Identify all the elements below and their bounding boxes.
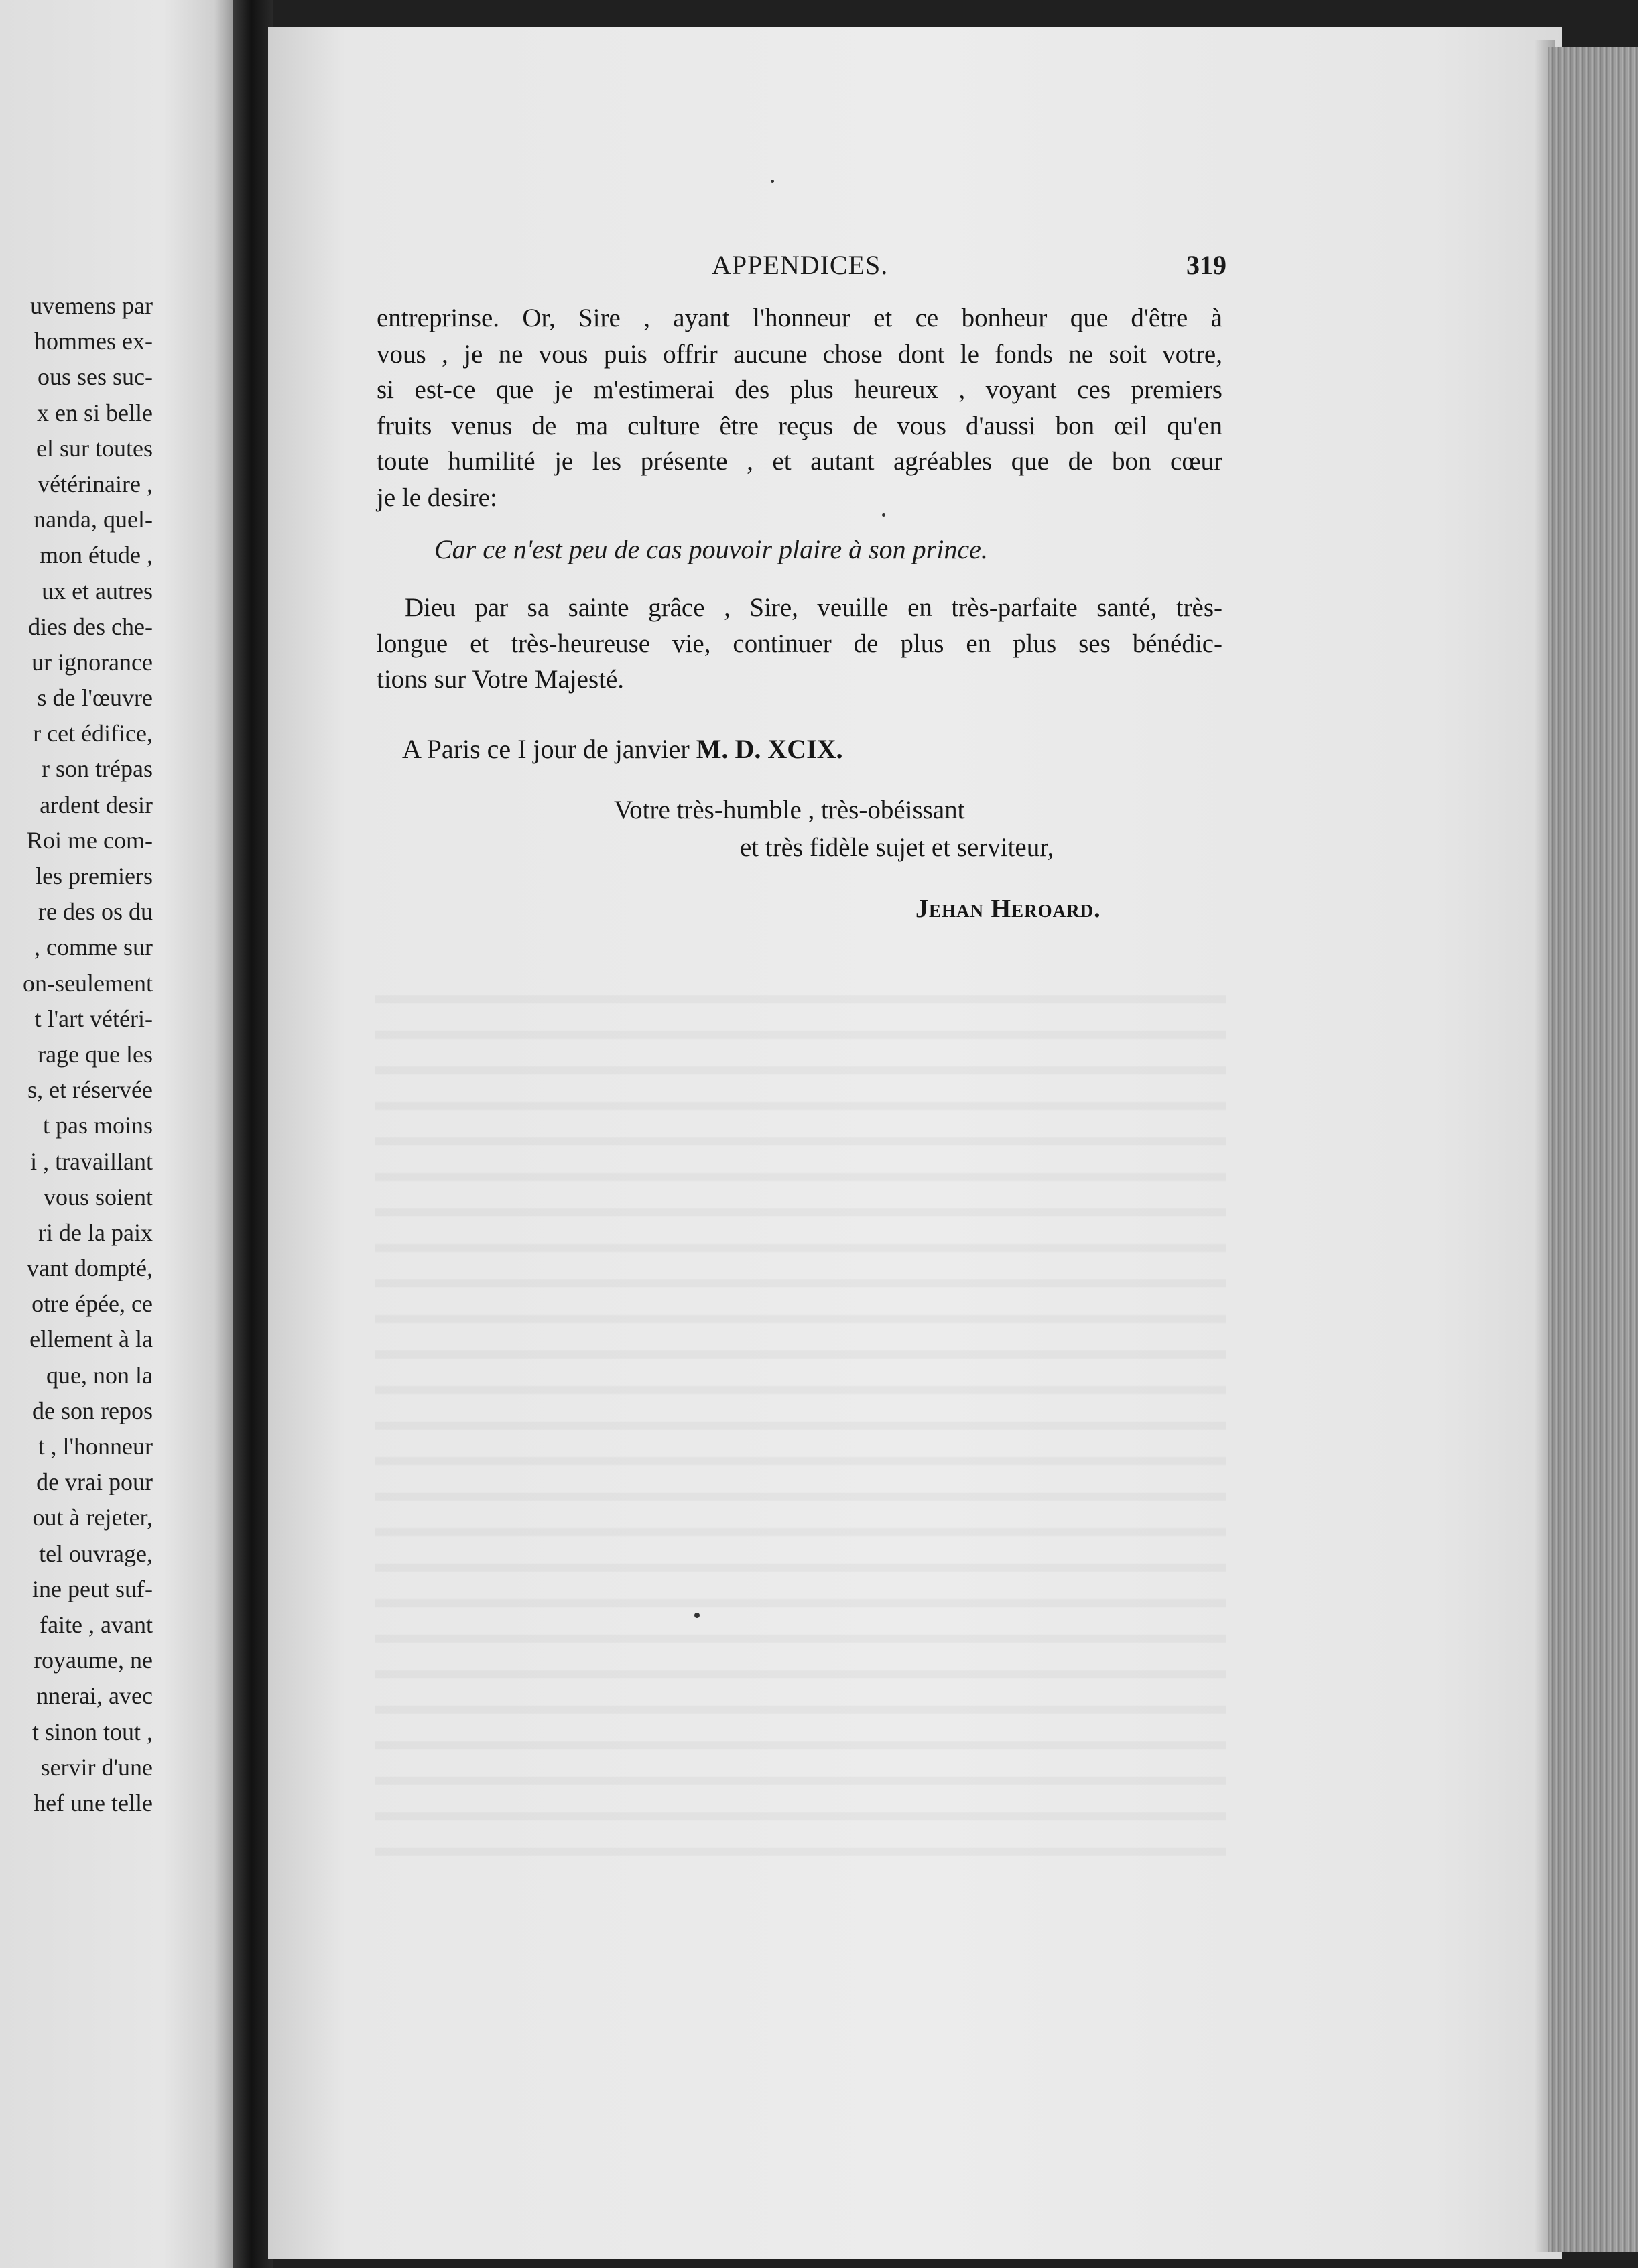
left-line: ellement à la: [29, 1326, 153, 1353]
dust-speck: [771, 180, 774, 183]
text-line: toute humilité je les présente , et autant agréables que de bon cœur: [377, 447, 1222, 476]
left-line: ine peut suf-: [32, 1575, 153, 1602]
left-line: r son trépas: [42, 755, 153, 783]
left-line: , comme sur: [34, 934, 153, 961]
text-line: entreprinse. Or, Sire , ayant l'honneur et ce bonheur que d'être à: [377, 304, 1222, 332]
left-line: de son repos: [32, 1397, 153, 1424]
paragraph-2: [377, 590, 1222, 698]
left-facing-page: [0, 0, 233, 2268]
text-line: fruits venus de ma culture être reçus de vous d'aussi bon œil qu'en: [377, 411, 1222, 440]
left-line: nnerai, avec: [36, 1682, 153, 1710]
left-line: uvemens par: [30, 292, 153, 319]
left-line: el sur toutes: [36, 434, 153, 462]
left-line: de vrai pour: [36, 1468, 153, 1496]
closing-line-1: Votre très-humble , très-obéissant: [614, 796, 965, 824]
left-line: re des os du: [38, 898, 153, 926]
page-header: [375, 249, 1226, 283]
text-line: longue et très-heureuse vie, continuer de plus en plus ses bénédic-: [377, 629, 1222, 658]
book-gutter: [233, 0, 273, 2268]
left-line: les premiers: [36, 863, 153, 889]
left-line: ur ignorance: [32, 648, 153, 676]
left-line: dies des che-: [28, 613, 153, 640]
running-head: APPENDICES.: [712, 250, 889, 280]
left-line: nanda, quel-: [34, 506, 153, 533]
left-line: s, et réservée: [27, 1076, 153, 1104]
left-line: ri de la paix: [38, 1218, 153, 1246]
text-line: tions sur Votre Majesté.: [377, 665, 625, 694]
closing-line-2: et très fidèle sujet et serviteur,: [740, 833, 1054, 862]
left-line: tel ouvrage,: [39, 1539, 153, 1567]
dateline: [402, 733, 843, 765]
left-line: ous ses suc-: [38, 363, 153, 391]
left-line: servir d'une: [40, 1753, 153, 1781]
text-line: si est-ce que je m'estimerai des plus heureux , voyant ces premiers: [377, 375, 1222, 404]
left-line: s de l'œuvre: [37, 684, 153, 712]
verse-quote: Car ce n'est peu de cas pouvoir plaire à son prince.: [434, 534, 988, 564]
left-line: faite , avant: [40, 1611, 153, 1638]
dust-speck: [882, 513, 885, 517]
dateline-text: A Paris ce I jour de janvier: [402, 734, 690, 764]
left-line: out à rejeter,: [32, 1504, 153, 1531]
left-line: que, non la: [46, 1361, 153, 1389]
show-through-text: [375, 972, 1226, 1856]
left-line: rage que les: [38, 1040, 153, 1068]
left-line: hommes ex-: [34, 328, 153, 355]
left-line: t , l'honneur: [38, 1433, 153, 1460]
text-line: je le desire:: [377, 483, 497, 512]
left-line: Roi me com-: [27, 826, 153, 854]
left-line: x en si belle: [37, 399, 153, 426]
left-line: otre épée, ce: [32, 1290, 153, 1318]
left-line: r cet édifice,: [33, 720, 153, 747]
text-line: Dieu par sa sainte grâce , Sire, veuille en très-parfaite santé, très-: [405, 593, 1222, 622]
left-line: vant dompté,: [27, 1255, 153, 1282]
dust-speck: [694, 1613, 700, 1618]
page-number: 319: [1186, 250, 1226, 280]
left-line: ux et autres: [42, 577, 153, 605]
left-line: t pas moins: [42, 1112, 153, 1139]
left-line: t sinon tout ,: [32, 1718, 153, 1745]
left-line: i , travaillant: [30, 1147, 153, 1175]
left-line: vétérinaire ,: [38, 470, 153, 497]
paragraph-1: [377, 300, 1222, 515]
left-line: hef une telle: [34, 1789, 153, 1816]
dateline-year: M. D. XCIX.: [696, 734, 843, 764]
left-line: t l'art vétéri-: [34, 1005, 153, 1032]
text-line: vous , je ne vous puis offrir aucune chose dont le fonds ne soit votre,: [377, 339, 1222, 369]
left-page-text: [0, 288, 153, 1821]
left-line: on-seulement: [23, 969, 153, 997]
page-stack-edge: [1548, 47, 1638, 2252]
left-line: mon étude ,: [40, 542, 153, 569]
left-line: ardent desir: [40, 791, 153, 818]
left-line: royaume, ne: [34, 1647, 153, 1674]
signature: Jehan Heroard.: [916, 895, 1101, 923]
left-line: vous soient: [43, 1183, 153, 1210]
